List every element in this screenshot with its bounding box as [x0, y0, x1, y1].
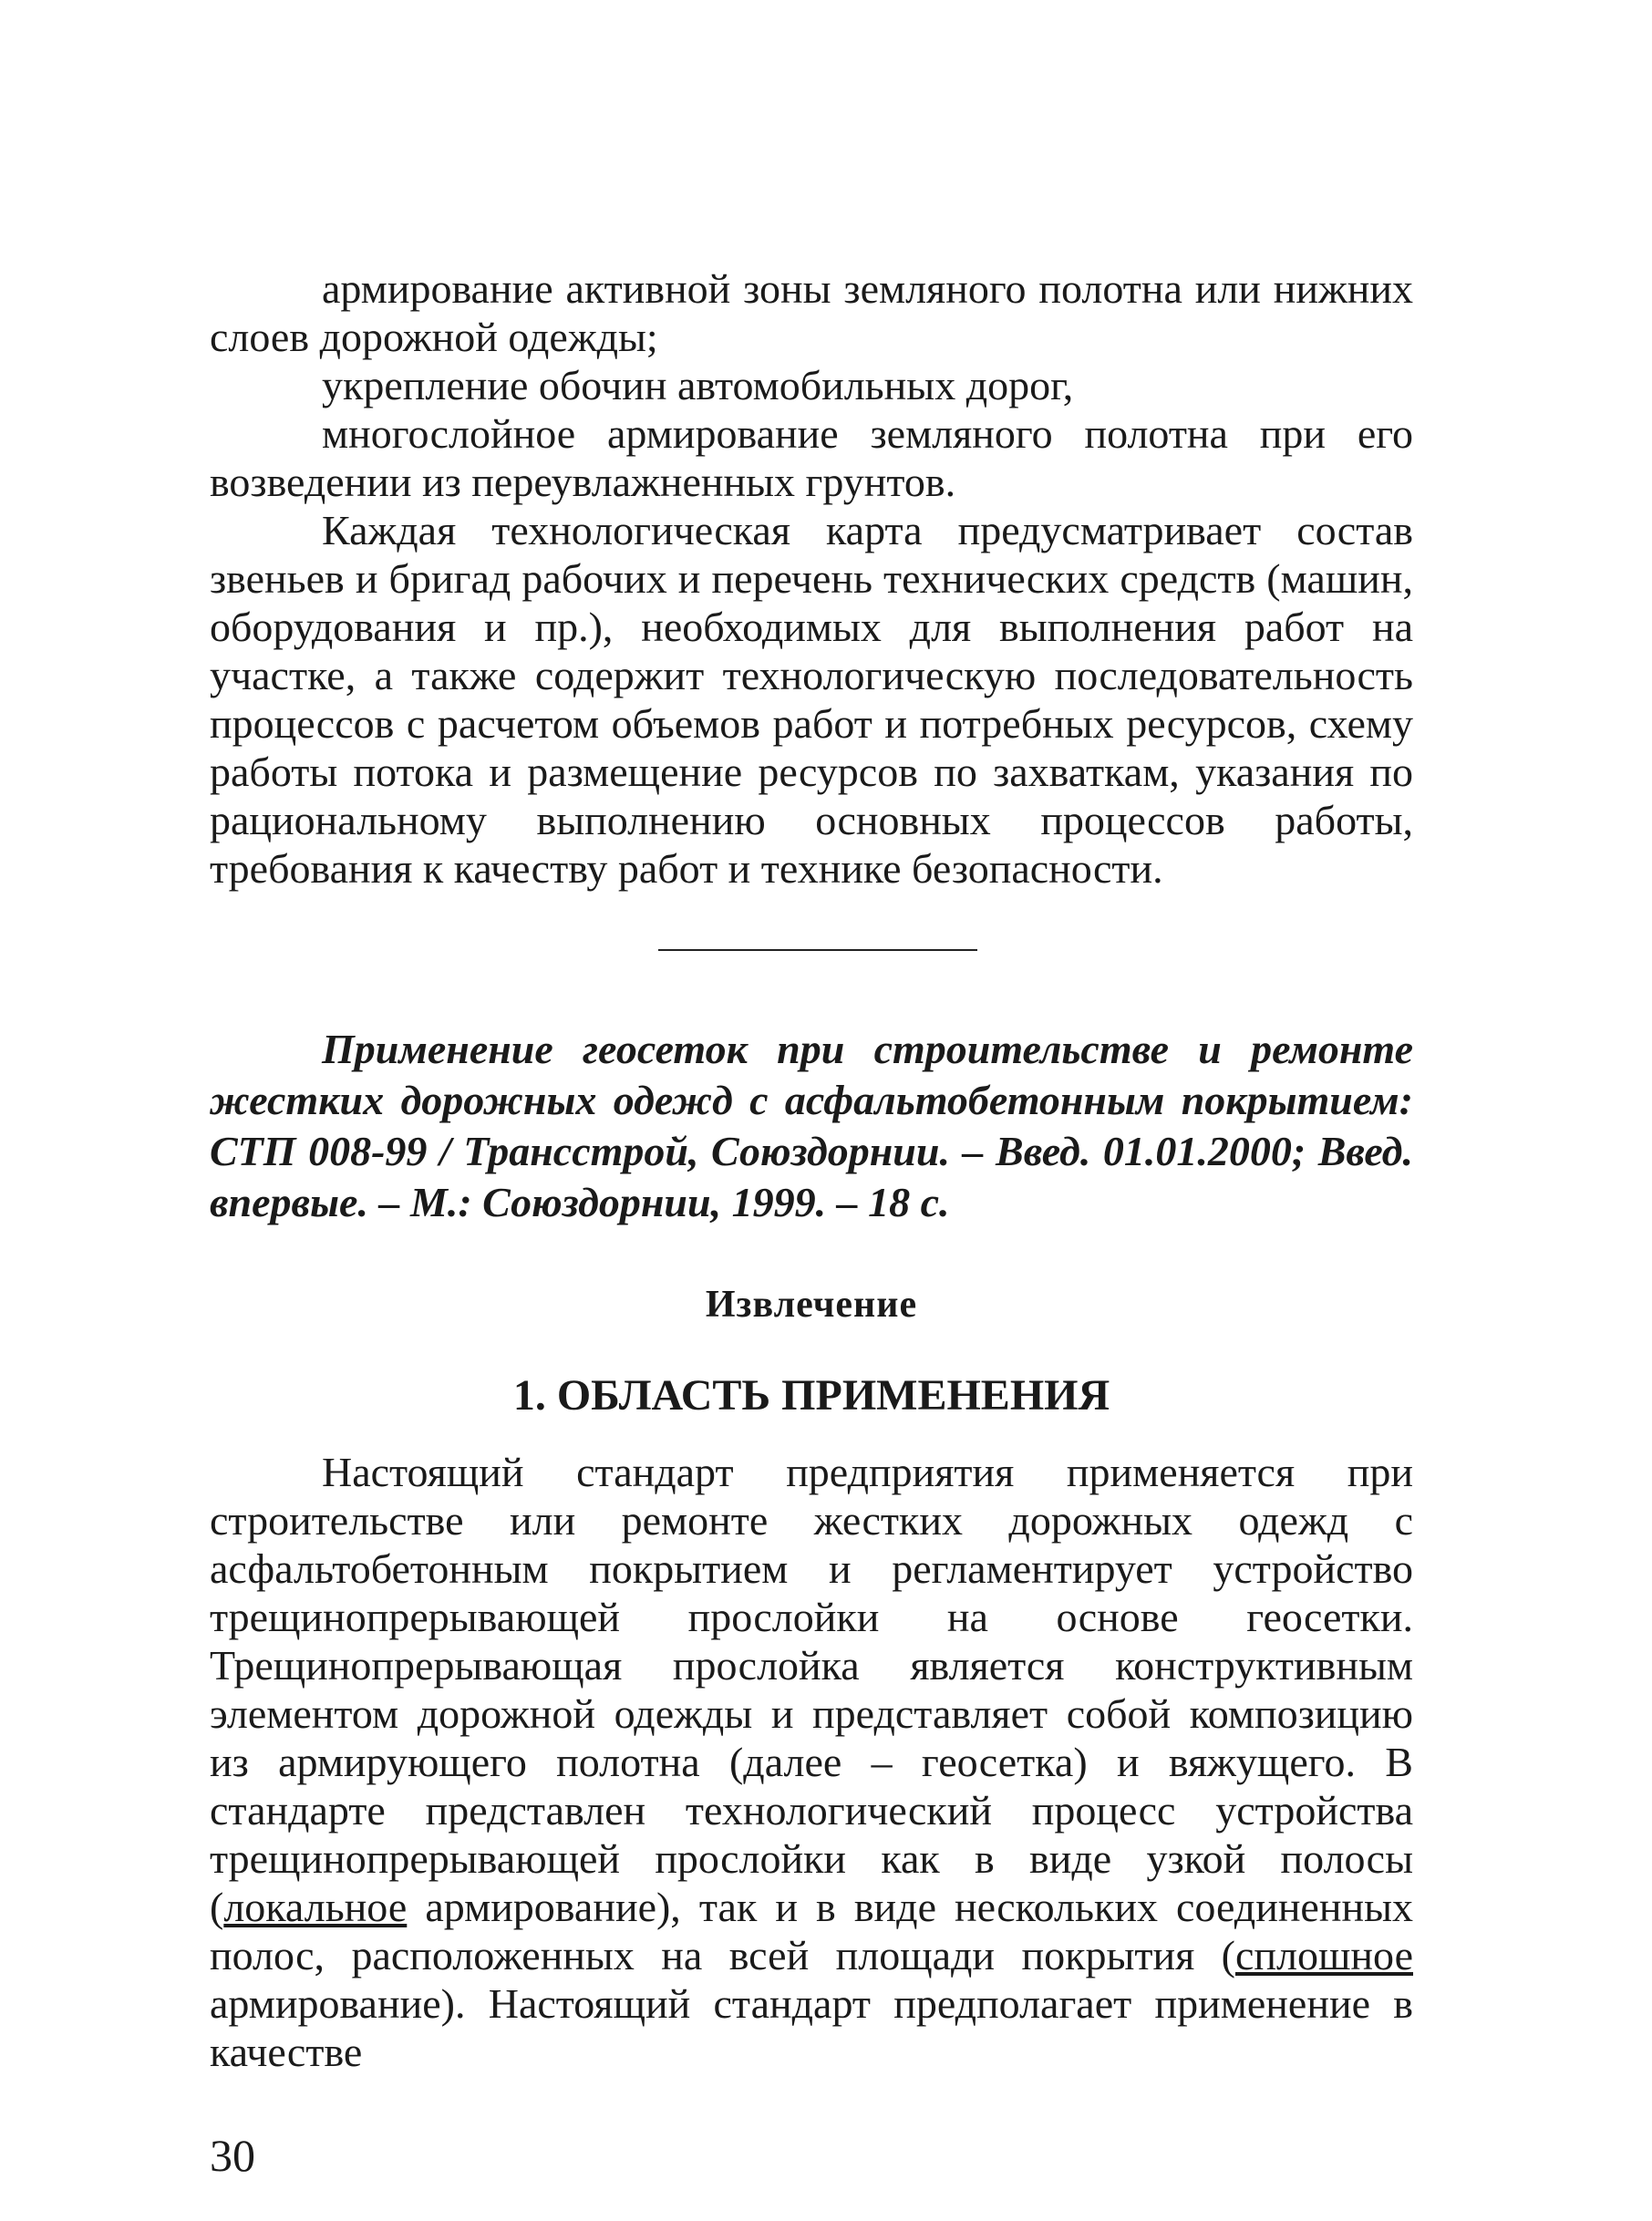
separator-rule	[658, 949, 977, 951]
scope-underlined-local: локальное	[223, 1884, 408, 1930]
section-title: 1. ОБЛАСТЬ ПРИМЕНЕНИЯ	[512, 1371, 1110, 1420]
extract-label: Извлечение	[705, 1284, 918, 1326]
scope-paragraph	[210, 1448, 1413, 2076]
list-item-reinforcement: армирование активной зоны земляного полотна или нижних слоев дорожной одежды;	[210, 265, 1413, 360]
page-number: 30	[210, 2130, 255, 2181]
page-content	[210, 264, 1413, 2076]
scope-underlined-solid: сплошное	[1234, 1932, 1413, 1978]
list-item-shoulders: укрепление обочин автомобильных дорог,	[322, 362, 1074, 408]
scope-text-part3: армирование). Настоящий стандарт предполагает применение в качестве	[210, 1980, 1413, 2075]
citation: Применение геосеток при строительстве и ремонте жестких дорожных одежд с асфальтобетонным покрытием: СТП 008-99 / Трансстрой, Союздорнии. – Введ. 01.01.2000; Введ. впервые. – М.: Союздорнии, 1999. – 18 с.	[210, 1026, 1413, 1225]
scope-text-part1: Настоящий стандарт предприятия применяется при строительстве или ремонте жестких дорожных одежд с асфальтобетонным покрытием и регламентирует устройство трещинопрерывающей прослойки на основе геосетки. Трещинопрерывающая прослойка является конструктивным элементом дорожной одежды и представляет собой композицию из армирующего полотна (далее – геосетка) и вяжущего. В стандарте представлен технологический процесс устройства трещинопрерывающей прослойки как в виде узкой полосы (	[210, 1449, 1413, 1930]
paragraph-tech-map: Каждая технологическая карта предусматривает состав звеньев и бригад рабочих и перечень технических средств (машин, оборудования и пр.), необходимых для выполнения работ на участке, а также содержит технологическую последовательность процессов с расчетом объемов работ и потребных ресурсов, схему работы потока и размещение ресурсов по захваткам, указания по рациональному выполнению основных процессов работы, требования к качеству работ и технике безопасности.	[210, 507, 1413, 892]
list-item-multilayer: многослойное армирование земляного полотна при его возведении из переувлажненных грунтов.	[210, 410, 1413, 505]
scope-text-part2: армирование), так и в виде нескольких соединенных полос, расположенных на всей площади покрытия (	[210, 1884, 1413, 1978]
